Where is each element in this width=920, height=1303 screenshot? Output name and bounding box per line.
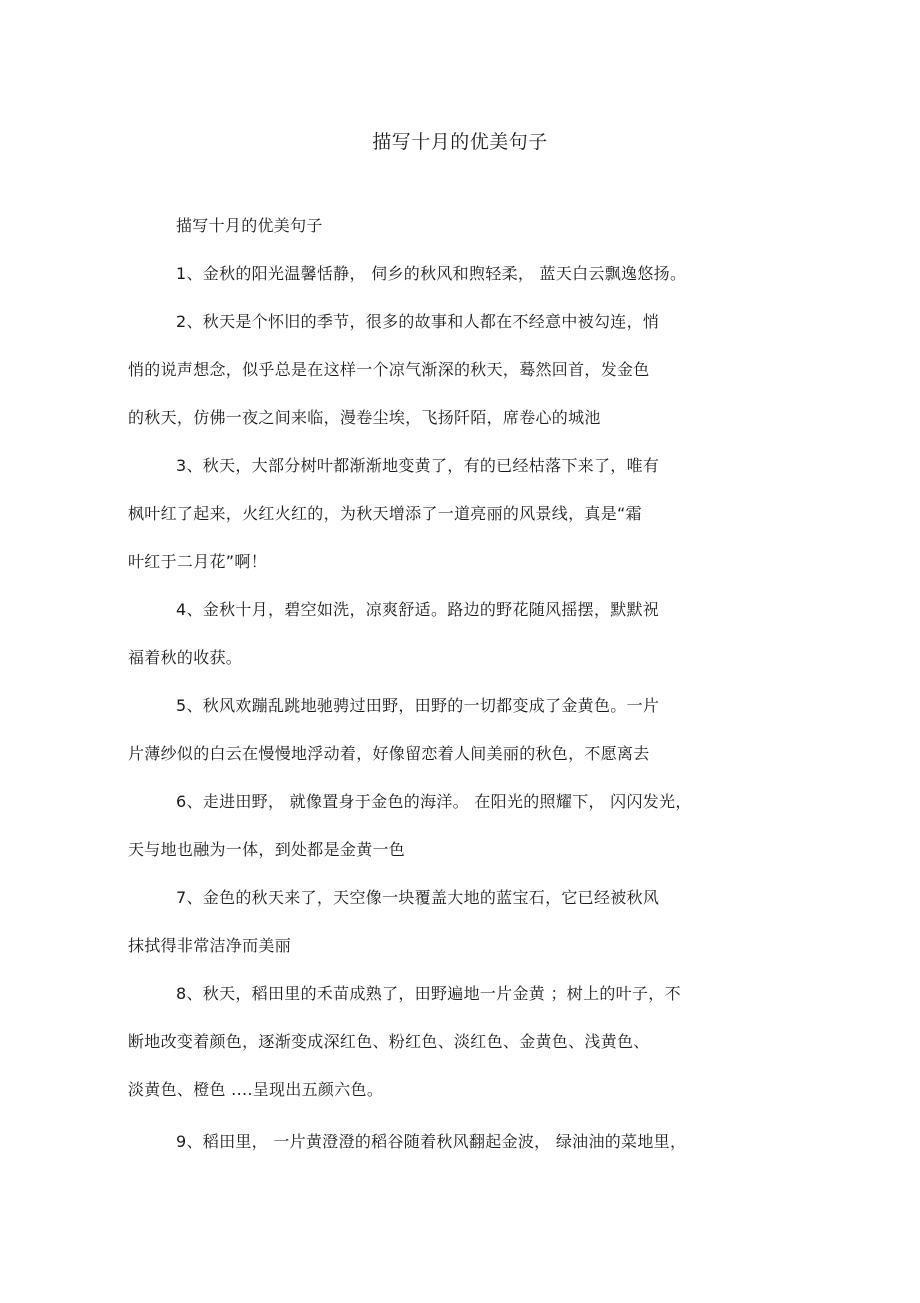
paragraph-5-line-1: 5、秋风欢蹦乱跳地驰骋过田野，田野的一切都变成了金黄色。一片 [176,696,660,715]
paragraph-7-line-2: 抹拭得非常洁净而美丽 [128,936,292,955]
paragraph-7-line-1: 7、金色的秋天来了，天空像一块覆盖大地的蓝宝石，它已经被秋风 [176,888,660,907]
paragraph-9-line-1: 9、稻田里， 一片黄澄澄的稻谷随着秋风翻起金波， 绿油油的菜地里， [176,1132,687,1151]
document-title: 描写十月的优美句子 [372,131,548,153]
paragraph-1-line-1: 1、金秋的阳光温馨恬静， 伺乡的秋风和煦轻柔， 蓝天白云飘逸悠扬。 [176,264,687,283]
paragraph-4-line-2: 福着秋的收获。 [128,648,243,667]
paragraph-8-line-3: 淡黄色、橙色 ....呈现出五颜六色。 [128,1080,384,1099]
paragraph-3-line-3: 叶红于二月花”啊！ [128,552,267,571]
paragraph-6-line-2: 天与地也融为一体，到处都是金黄一色 [128,840,406,859]
paragraph-3-line-2: 枫叶红了起来，火红火红的，为秋天增添了一道亮丽的风景线，真是“霜 [128,504,642,523]
paragraph-8-line-2: 断地改变着颜色，逐渐变成深红色、粉红色、淡红色、金黄色、浅黄色、 [128,1032,650,1051]
paragraph-6-line-1: 6、走进田野， 就像置身于金色的海洋。 在阳光的照耀下， 闪闪发光， [176,792,692,811]
paragraph-3-line-1: 3、秋天，大部分树叶都渐渐地变黄了，有的已经枯落下来了，唯有 [176,456,660,475]
subtitle-line: 描写十月的优美句子 [176,216,323,235]
paragraph-2-line-2: 悄的说声想念，似乎总是在这样一个凉气渐深的秋天，蓦然回首，发金色 [128,360,650,379]
paragraph-2-line-1: 2、秋天是个怀旧的季节，很多的故事和人都在不经意中被勾连，悄 [176,312,660,331]
paragraph-4-line-1: 4、金秋十月，碧空如洗，凉爽舒适。路边的野花随风摇摆，默默祝 [176,600,660,619]
paragraph-5-line-2: 片薄纱似的白云在慢慢地浮动着，好像留恋着人间美丽的秋色，不愿离去 [128,744,650,763]
paragraph-8-line-1: 8、秋天，稻田里的禾苗成熟了，田野遍地一片金黄 ；树上的叶子，不 [176,984,681,1003]
paragraph-2-line-3: 的秋天，仿佛一夜之间来临，漫卷尘埃，飞扬阡陌，席卷心的城池 [128,408,601,427]
